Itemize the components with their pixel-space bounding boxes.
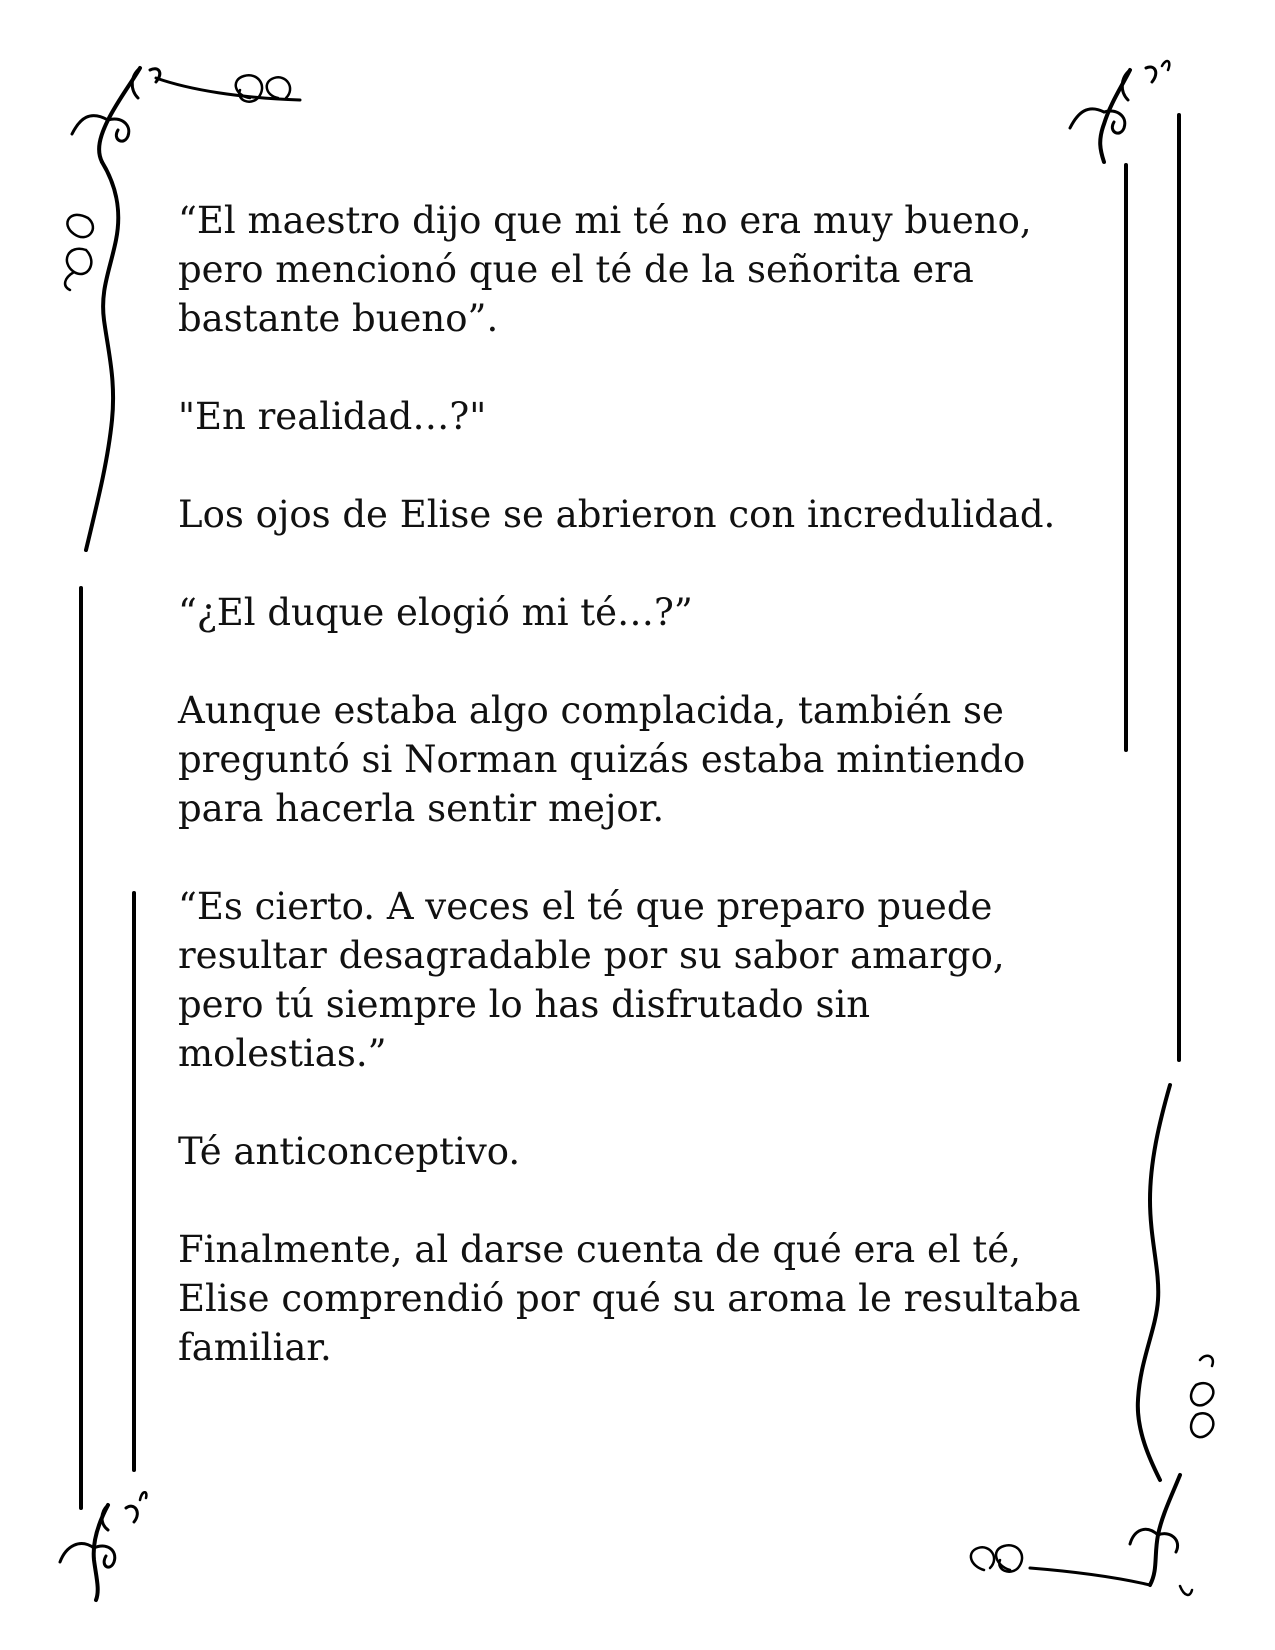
text-line: Aunque estaba algo complacida, también se <box>178 689 1004 732</box>
text-line: "En realidad…?" <box>178 395 487 438</box>
paragraph <box>178 882 1128 1078</box>
paragraph <box>178 196 1128 343</box>
text-line: “El maestro dijo que mi té no era muy bueno, <box>178 199 1032 242</box>
text-line: Té anticonceptivo. <box>178 1130 521 1173</box>
text-line: pero mencionó que el té de la señorita era <box>178 248 974 291</box>
paragraph <box>178 490 1128 539</box>
paragraph <box>178 1127 1128 1176</box>
text-line: preguntó si Norman quizás estaba mintiendo <box>178 738 1026 781</box>
text-line: pero tú siempre lo has disfrutado sin <box>178 983 871 1026</box>
top-right-flourish <box>1070 61 1169 162</box>
text-line: molestias.” <box>178 1032 387 1075</box>
story-text <box>178 196 1128 1421</box>
text-line: Los ojos de Elise se abrieron con incredulidad. <box>178 493 1056 536</box>
paragraph <box>178 588 1128 637</box>
paragraph <box>178 1225 1128 1372</box>
text-line: Elise comprendió por qué su aroma le resultaba <box>178 1277 1081 1320</box>
bottom-left-flourish <box>60 1492 146 1600</box>
paragraph <box>178 686 1128 833</box>
text-line: para hacerla sentir mejor. <box>178 787 665 830</box>
text-line: bastante bueno”. <box>178 297 499 340</box>
paragraph <box>178 392 1128 441</box>
text-line: resultar desagradable por su sabor amargo, <box>178 934 1005 977</box>
text-line: “¿El duque elogió mi té…?” <box>178 591 693 634</box>
text-line: “Es cierto. A veces el té que preparo puede <box>178 885 993 928</box>
text-line: familiar. <box>178 1326 332 1369</box>
text-line: Finalmente, al darse cuenta de qué era el té, <box>178 1228 1021 1271</box>
